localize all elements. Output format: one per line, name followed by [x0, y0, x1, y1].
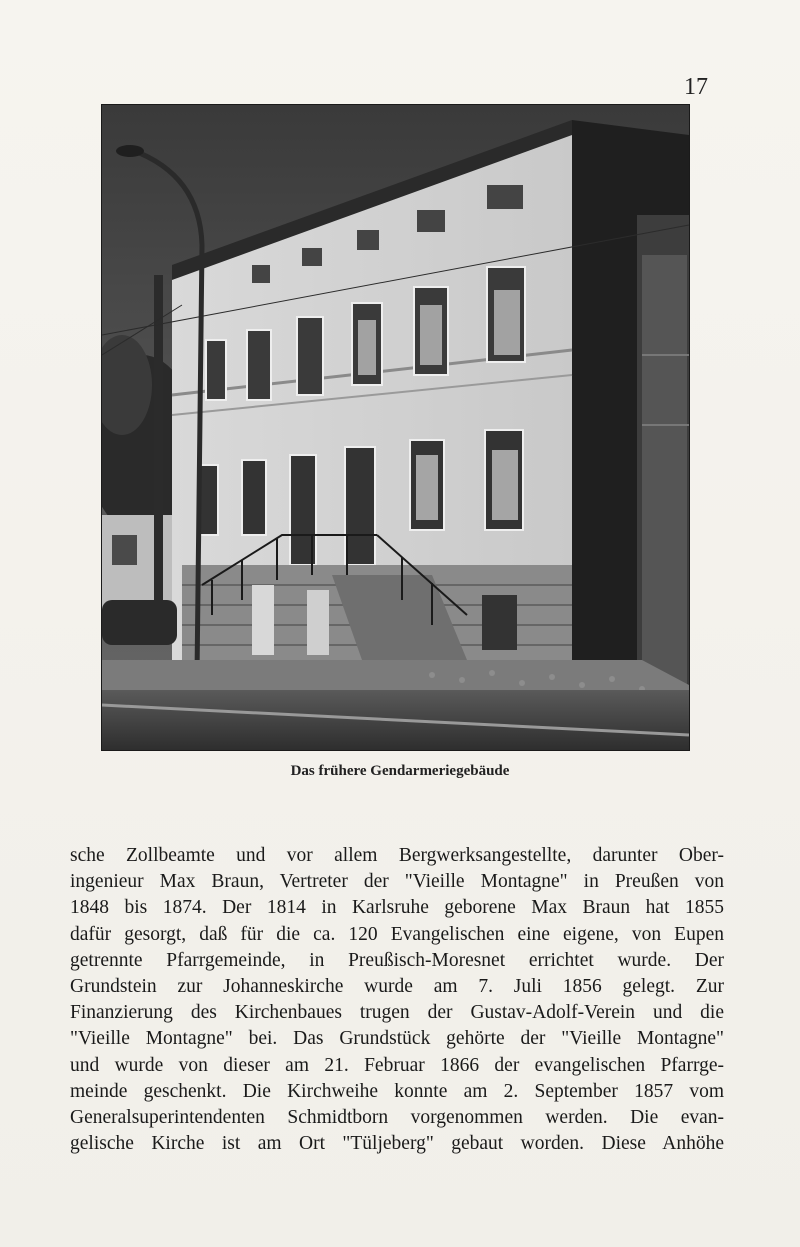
text-line: getrennte Pfarrgemeinde, in Preußisch-Moresnet errichtet wurde. Der: [70, 949, 724, 971]
text-line: meinde geschenkt. Die Kirchweihe konnte am 2. September 1857 vom: [70, 1080, 724, 1102]
figure-caption: Das frühere Gendarmeriegebäude: [290, 763, 510, 779]
text-line: "Vieille Montagne" bei. Das Grundstück gehörte der "Vieille Montagne": [70, 1028, 724, 1050]
page-number: 17: [684, 74, 708, 100]
text-line: dafür gesorgt, daß für die ca. 120 Evangelischen eine eigene, von Eupen: [70, 923, 724, 945]
text-line: sche Zollbeamte und vor allem Bergwerksangestellte, darunter Ober-: [70, 845, 724, 866]
text-line: Finanzierung des Kirchenbaues trugen der Gustav-Adolf-Verein und die: [70, 1002, 724, 1024]
text-line: 1848 bis 1874. Der 1814 in Karlsruhe geborene Max Braun hat 1855: [70, 897, 724, 919]
building-photo: [101, 104, 690, 751]
text-line: ingenieur Max Braun, Vertreter der "Vieille Montagne" in Preußen von: [70, 871, 724, 893]
text-line: und wurde von dieser am 21. Februar 1866 der evangelischen Pfarrge-: [70, 1054, 724, 1076]
text-line: gelische Kirche ist am Ort "Tüljeberg" gebaut worden. Diese Anhöhe: [70, 1133, 724, 1155]
text-line: Grundstein zur Johanneskirche wurde am 7. Juli 1856 gelegt. Zur: [70, 976, 724, 998]
text-line: Generalsuperintendenten Schmidtborn vorgenommen werden. Die evan-: [70, 1107, 724, 1129]
body-paragraph: [70, 843, 724, 1157]
